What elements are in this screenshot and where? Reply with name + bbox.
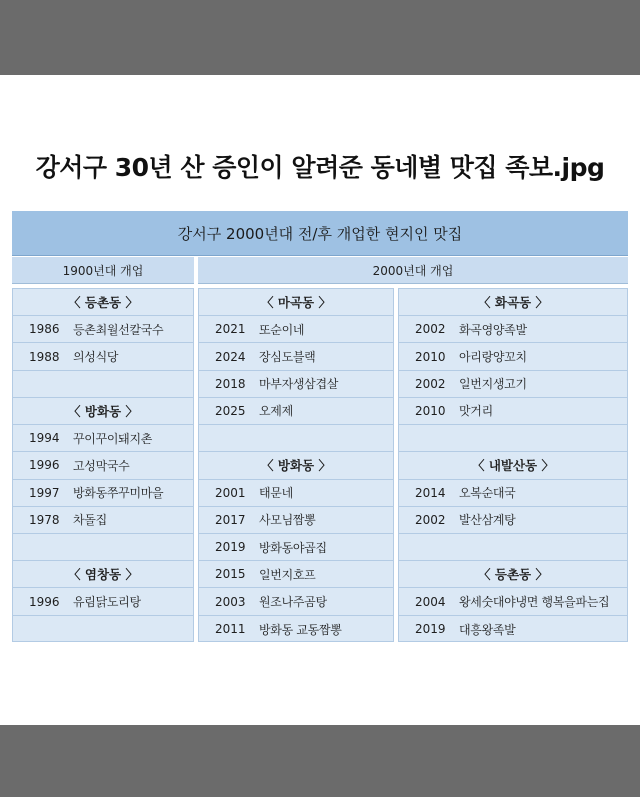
- restaurant-row: [13, 480, 193, 507]
- restaurant-name: 원조나주곰탕: [259, 595, 327, 610]
- restaurant-row: [13, 316, 193, 343]
- restaurant-name: 화곡영양족발: [459, 322, 527, 337]
- table-banner: 강서구 2000년대 전/후 개업한 현지인 맛집: [12, 211, 628, 256]
- district-heading: 〈 방화동 〉: [13, 398, 193, 425]
- opening-year: 2001: [215, 485, 246, 500]
- restaurant-name: 왕세숫대야냉면 행복을파는집: [459, 595, 610, 610]
- restaurant-name: 태문네: [259, 486, 293, 501]
- restaurant-name: 고성막국수: [73, 458, 130, 473]
- restaurant-name: 유림닭도리탕: [73, 595, 141, 610]
- opening-year: 1988: [29, 349, 60, 364]
- opening-year: 2010: [415, 403, 446, 418]
- opening-year: 2004: [415, 594, 446, 609]
- restaurant-name: 차돌집: [73, 513, 107, 528]
- opening-year: 2017: [215, 512, 246, 527]
- opening-year: 2021: [215, 322, 246, 337]
- restaurant-name: 등촌최월선칼국수: [73, 322, 164, 337]
- restaurant-row: [399, 343, 627, 370]
- column-2000s-left: [198, 288, 394, 642]
- restaurant-name: 사모님짬뽕: [259, 513, 316, 528]
- opening-year: 2002: [415, 376, 446, 391]
- opening-year: 1996: [29, 458, 60, 473]
- restaurant-row: [13, 343, 193, 370]
- restaurant-row: [13, 507, 193, 534]
- opening-year: 2019: [415, 622, 446, 637]
- district-heading: 〈 염창동 〉: [13, 561, 193, 588]
- opening-year: 1997: [29, 485, 60, 500]
- opening-year: 2003: [215, 594, 246, 609]
- restaurant-row: [199, 371, 393, 398]
- restaurant-row: [199, 398, 393, 425]
- restaurant-row: [199, 616, 393, 643]
- district-heading: 〈 화곡동 〉: [399, 289, 627, 316]
- opening-year: 2024: [215, 349, 246, 364]
- opening-year: 2010: [415, 349, 446, 364]
- restaurant-name: 아리랑양꼬치: [459, 350, 527, 365]
- opening-year: 2002: [415, 512, 446, 527]
- restaurant-name: 맛거리: [459, 404, 493, 419]
- opening-year: 1996: [29, 594, 60, 609]
- restaurant-row: [199, 534, 393, 561]
- column-1900s: [12, 288, 194, 642]
- restaurant-row: [199, 480, 393, 507]
- restaurant-row: [399, 371, 627, 398]
- opening-year: 2019: [215, 540, 246, 555]
- district-heading: 〈 등촌동 〉: [13, 289, 193, 316]
- top-bar: [0, 0, 640, 75]
- restaurant-row: [399, 480, 627, 507]
- restaurant-name: 일번지생고기: [459, 377, 527, 392]
- opening-year: 2018: [215, 376, 246, 391]
- column-2000s-right: [398, 288, 628, 642]
- restaurant-row: [199, 316, 393, 343]
- opening-year: 1978: [29, 512, 60, 527]
- district-heading: 〈 내발산동 〉: [399, 452, 627, 479]
- opening-year: 1994: [29, 431, 60, 446]
- restaurant-name: 꾸이꾸이돼지촌: [73, 431, 153, 446]
- restaurant-row: [399, 588, 627, 615]
- opening-year: 1986: [29, 322, 60, 337]
- header-1900s: 1900년대 개업: [12, 257, 194, 284]
- restaurant-name: 오복순대국: [459, 486, 516, 501]
- restaurant-name: 방화동 교동짬뽕: [259, 622, 342, 637]
- restaurant-row: [13, 588, 193, 615]
- restaurant-name: 오제제: [259, 404, 293, 419]
- page-title: 강서구 30년 산 증인이 알려준 동네별 맛집 족보.jpg: [35, 153, 605, 182]
- opening-year: 2002: [415, 322, 446, 337]
- empty-row: [399, 425, 627, 452]
- opening-year: 2011: [215, 622, 246, 637]
- restaurant-name: 대흥왕족발: [459, 622, 516, 637]
- empty-row: [13, 534, 193, 561]
- restaurant-row: [399, 507, 627, 534]
- restaurant-row: [199, 588, 393, 615]
- restaurant-name: 또순이네: [259, 322, 305, 337]
- restaurant-row: [399, 316, 627, 343]
- restaurant-name: 발산삼계탕: [459, 513, 516, 528]
- district-heading: 〈 마곡동 〉: [199, 289, 393, 316]
- restaurant-row: [199, 561, 393, 588]
- empty-row: [199, 425, 393, 452]
- empty-row: [13, 371, 193, 398]
- restaurant-row: [199, 343, 393, 370]
- restaurant-name: 장심도블랙: [259, 350, 316, 365]
- restaurant-name: 방화동야곱집: [259, 540, 327, 555]
- opening-year: 2015: [215, 567, 246, 582]
- restaurant-row: [199, 507, 393, 534]
- restaurant-name: 의성식당: [73, 350, 119, 365]
- restaurant-row: [13, 425, 193, 452]
- restaurant-row: [13, 452, 193, 479]
- restaurant-name: 일번지호프: [259, 567, 316, 582]
- district-heading: 〈 등촌동 〉: [399, 561, 627, 588]
- opening-year: 2025: [215, 403, 246, 418]
- restaurant-name: 방화동쭈꾸미마을: [73, 486, 164, 501]
- restaurant-row: [399, 398, 627, 425]
- district-heading: 〈 방화동 〉: [199, 452, 393, 479]
- empty-row: [399, 534, 627, 561]
- opening-year: 2014: [415, 485, 446, 500]
- restaurant-row: [399, 616, 627, 643]
- empty-row: [13, 616, 193, 643]
- bottom-bar: [0, 725, 640, 797]
- header-2000s: 2000년대 개업: [198, 257, 628, 284]
- restaurant-name: 마부자생삼겹살: [259, 377, 339, 392]
